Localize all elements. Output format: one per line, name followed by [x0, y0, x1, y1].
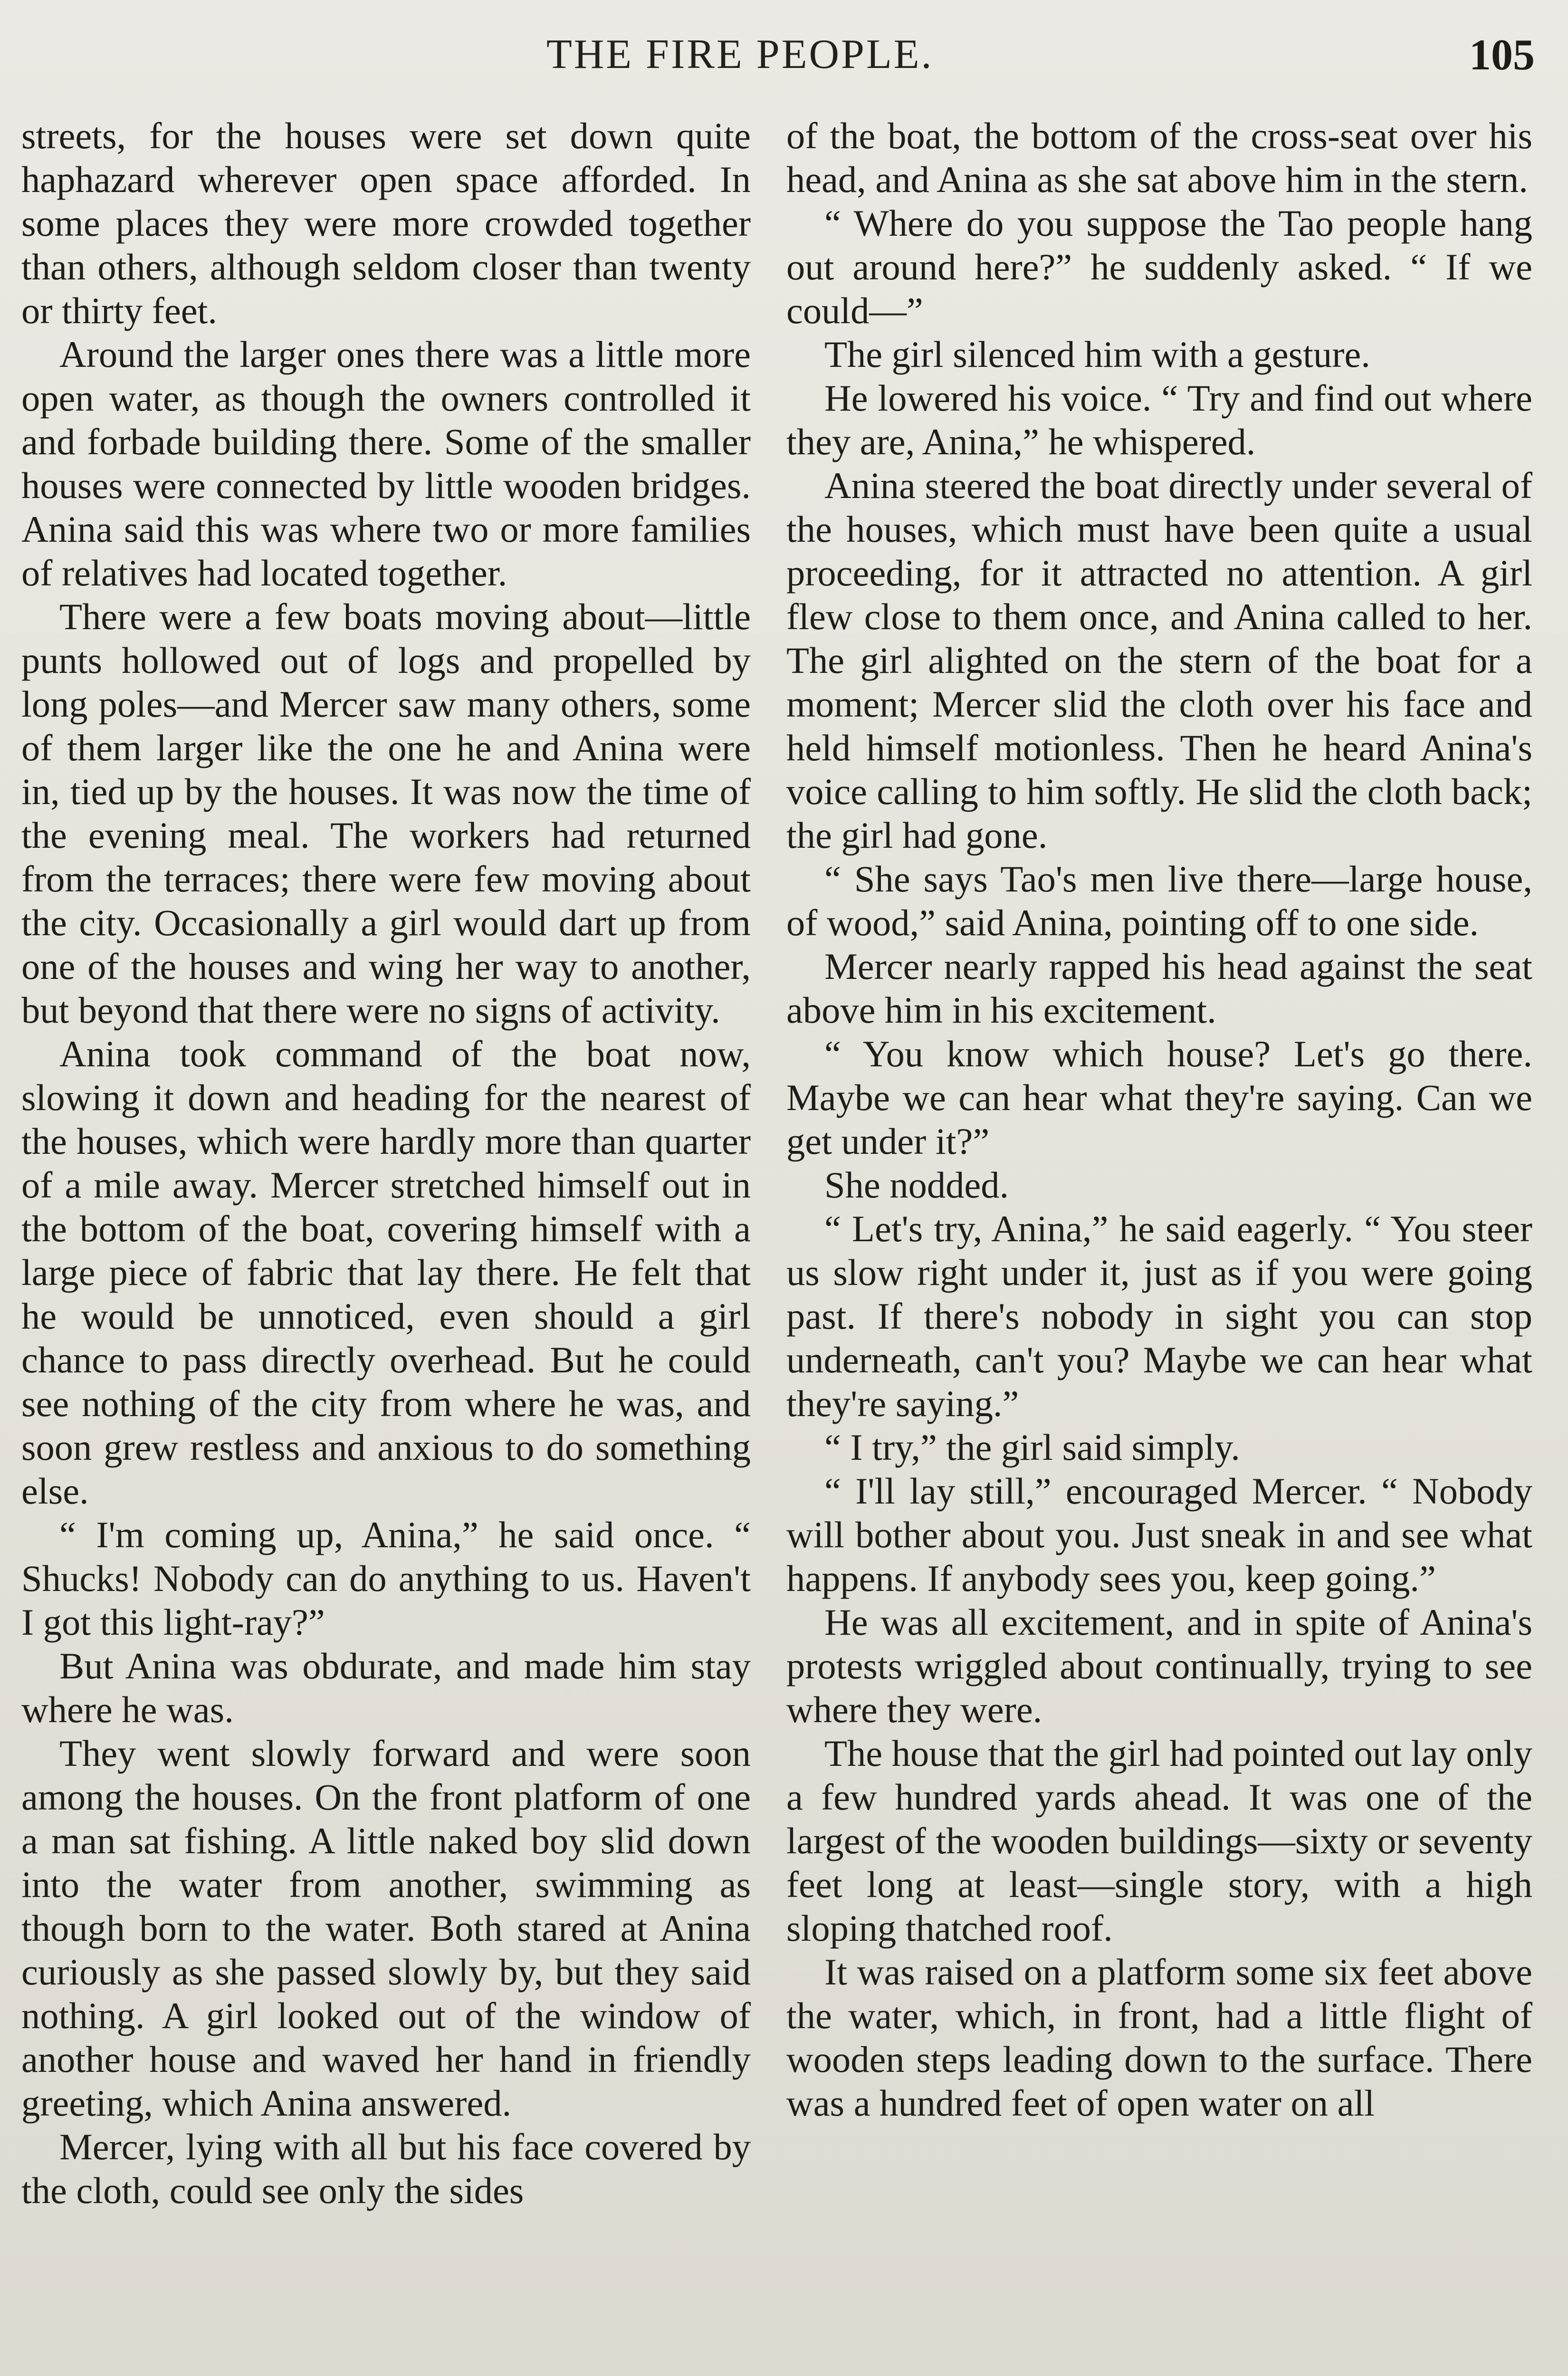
- paragraph: “ I try,” the girl said simply.: [824, 1427, 1240, 1468]
- paragraph: Anina took command of the boat now, slowing it down and heading for the nearest of the houses, which were hardly more than quarter of a mile away. Mercer stretched himself out in the bottom of the boat, covering himself with a large piece of fabric that lay there. He felt that he would be unnoticed, even should a girl chance to pass directly overhead. But he could see nothing of the city from where he was, and soon grew restless and anxious to do something else.: [21, 1033, 751, 1512]
- paragraph: The house that the girl had pointed out lay only a few hundred yards ahead. It was one of the largest of the wooden buildings—sixty or seventy feet long at least—single story, with a high sloping thatched roof.: [786, 1733, 1532, 1949]
- paragraph: She nodded.: [824, 1164, 1009, 1206]
- running-title: THE FIRE PEOPLE.: [546, 31, 934, 77]
- paragraph: He lowered his voice. “ Try and find out where they are, Anina,” he whispered.: [786, 377, 1532, 462]
- paragraph: “ She says Tao's men live there—large house, of wood,” said Anina, pointing off to one side.: [786, 858, 1532, 943]
- paragraph: “ I'm coming up, Anina,” he said once. “ Shucks! Nobody can do anything to us. Haven't I got this light-ray?”: [21, 1514, 751, 1643]
- paragraph: There were a few boats moving about—little punts hollowed out of logs and propelled by long poles—and Mercer saw many others, some of them larger like the one he and Anina were in, tied up by the houses. It was now the time of the evening meal. The workers had returned from the terraces; there were few moving about the city. Occasionally a girl would dart up from one of the houses and wing her way to another, but beyond that there were no signs of activity.: [21, 596, 751, 1031]
- paragraph: Mercer nearly rapped his head against the seat above him in his excitement.: [786, 946, 1532, 1031]
- paragraph: streets, for the houses were set down quite haphazard wherever open space afforded. In some places they were more crowded together than others, although seldom closer than twenty or thirty feet.: [21, 115, 751, 331]
- paragraph: of the boat, the bottom of the cross-seat over his head, and Anina as she sat above him in the stern.: [786, 115, 1532, 200]
- page-number: 105: [1469, 30, 1535, 79]
- paragraph: Around the larger ones there was a little more open water, as though the owners controlled it and forbade building there. Some of the smaller houses were connected by little wooden bridges. Anina said this was where two or more families of relatives had located together.: [21, 334, 751, 594]
- right-text-column: [786, 114, 1532, 2125]
- page-header: [0, 29, 1568, 81]
- paragraph: “ Let's try, Anina,” he said eagerly. “ You steer us slow right under it, just as if you were going past. If there's nobody in sight you can stop underneath, can't you? Maybe we can hear what they're saying.”: [786, 1208, 1532, 1424]
- paragraph: “ Where do you suppose the Tao people hang out around here?” he suddenly asked. “ If we could—”: [786, 202, 1532, 331]
- paragraph: “ You know which house? Let's go there. Maybe we can hear what they're saying. Can we get under it?”: [786, 1033, 1532, 1162]
- paragraph: Mercer, lying with all but his face covered by the cloth, could see only the sides: [21, 2126, 751, 2211]
- left-text-column: [21, 114, 751, 2213]
- paragraph: The girl silenced him with a gesture.: [824, 334, 1370, 375]
- paragraph: It was raised on a platform some six feet above the water, which, in front, had a little flight of wooden steps leading down to the surface. There was a hundred feet of open water on all: [786, 1951, 1532, 2124]
- paragraph: But Anina was obdurate, and made him stay where he was.: [21, 1645, 751, 1730]
- paragraph: He was all excitement, and in spite of Anina's protests wriggled about continually, trying to see where they were.: [786, 1601, 1532, 1730]
- paragraph: They went slowly forward and were soon among the houses. On the front platform of one a man sat fishing. A little naked boy slid down into the water from another, swimming as though born to the water. Both stared at Anina curiously as she passed slowly by, but they said nothing. A girl looked out of the window of another house and waved her hand in friendly greeting, which Anina answered.: [21, 1733, 751, 2124]
- paragraph: Anina steered the boat directly under several of the houses, which must have been quite a usual proceeding, for it attracted no attention. A girl flew close to them once, and Anina called to her. The girl alighted on the stern of the boat for a moment; Mercer slid the cloth over his face and held himself motionless. Then he heard Anina's voice calling to him softly. He slid the cloth back; the girl had gone.: [786, 465, 1532, 856]
- paragraph: “ I'll lay still,” encouraged Mercer. “ Nobody will bother about you. Just sneak in and see what happens. If anybody sees you, keep going.”: [786, 1470, 1532, 1599]
